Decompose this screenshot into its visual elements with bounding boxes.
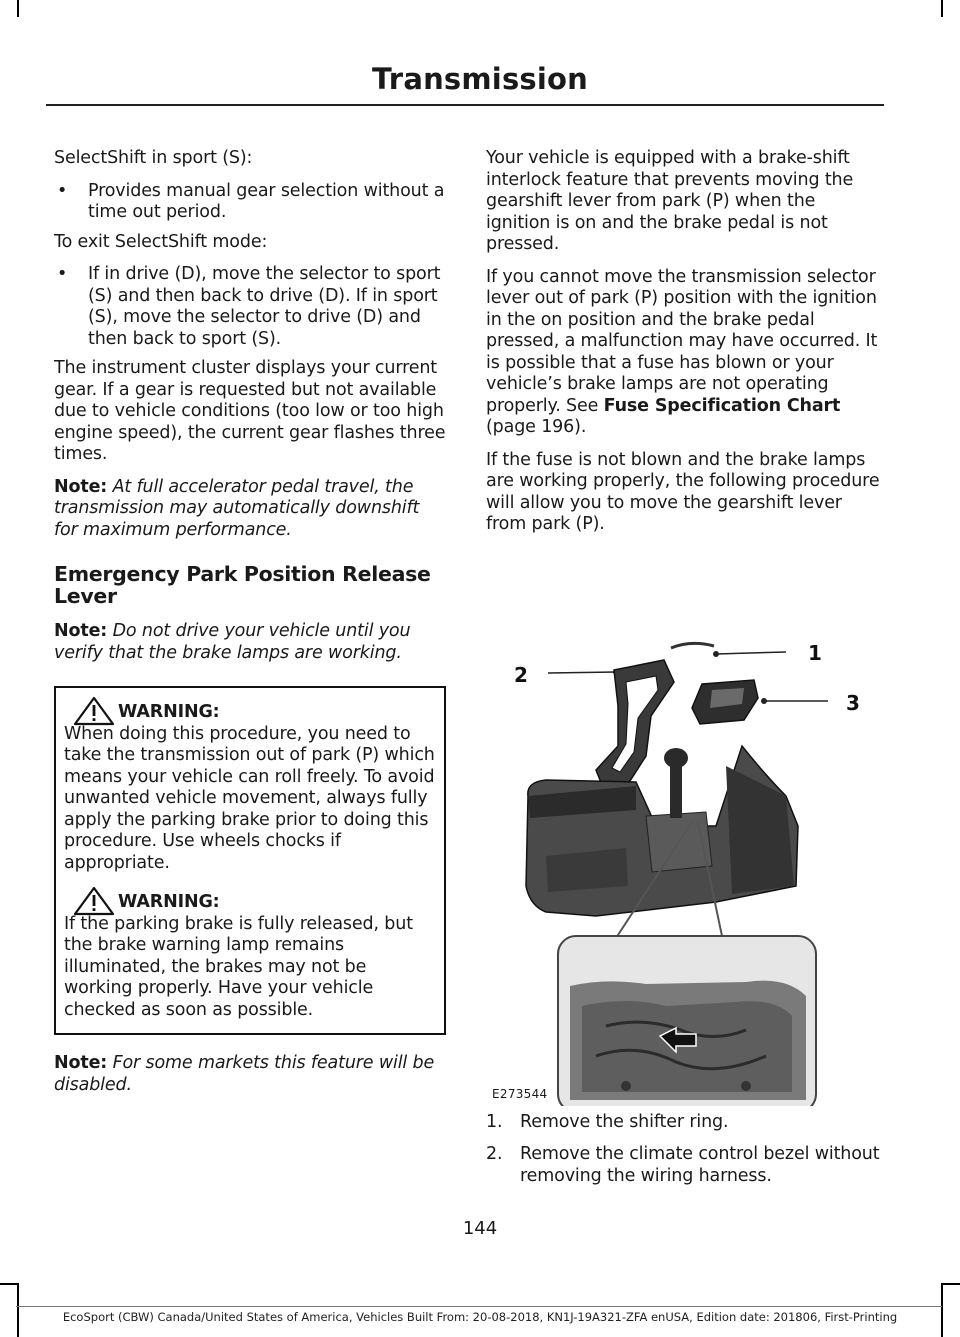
warning-label: WARNING: — [118, 702, 220, 722]
procedure-intro: If the fuse is not blown and the brake lamps are working properly, the following procedure will allow you to move the gearshift lever from park (P). — [486, 449, 880, 534]
page-reference: (page 196). — [486, 417, 587, 437]
bullet-item — [54, 264, 446, 350]
figure-code: E273544 — [492, 1087, 548, 1101]
crop-mark-top-left-v — [17, 0, 19, 17]
fuse-chart-link[interactable]: Fuse Specification Chart — [603, 395, 841, 416]
console-illustration — [486, 586, 880, 1106]
crop-mark-top-right-v — [941, 0, 943, 17]
procedure-step — [486, 1144, 880, 1187]
malfunction-text: If you cannot move the transmission selector lever out of park (P) position with the ignition in the on position and the brake pedal pressed, a malfunction may have occurred. It is possible that a fuse has blown or your vehicle’s brake lamps are not operating properly. See — [486, 266, 878, 416]
note-label: Note: — [54, 1053, 108, 1073]
note-downshift — [54, 477, 446, 542]
warning-triangle-icon — [72, 886, 116, 916]
section-heading: Emergency Park Position Release Lever — [54, 562, 431, 608]
note-label: Note: — [54, 621, 108, 641]
right-column — [486, 148, 880, 1198]
warning-text: When doing this procedure, you need to take the transmission out of park (P) which means your vehicle can roll freely. To avoid unwanted vehicle movement, always fully apply the parking brake prior to doing this procedure. Use wheels chocks if appropriate. — [64, 723, 435, 873]
footer-text: EcoSport (CBW) Canada/United States of America, Vehicles Built From: 20-08-2018, KN1J-19A321-ZFA enUSA, Edition date: 201806, First-Printing — [62, 1310, 898, 1324]
interlock-paragraph: Your vehicle is equipped with a brake-shift interlock feature that prevents moving the gearshift lever from park (P) when the ignition is on and the brake pedal is not pressed. — [486, 148, 854, 254]
bullet-item — [54, 181, 446, 224]
note-label: Note: — [54, 476, 108, 497]
note-text: At full accelerator pedal travel, the transmission may automatically downshift for maximum performance. — [54, 476, 420, 540]
console-diagram — [486, 586, 880, 1106]
title-rule — [46, 104, 884, 106]
warning-triangle-icon — [72, 696, 116, 726]
bullet-dot: • — [57, 180, 68, 201]
left-column — [54, 148, 446, 1107]
crop-mark-bottom-right-h — [943, 1283, 960, 1285]
warning-lead — [64, 892, 436, 914]
selectshift-sport-intro: SelectShift in sport (S): — [54, 148, 253, 168]
bullet-text: Provides manual gear selection without a time out period. — [88, 180, 445, 222]
warning-label: WARNING: — [118, 892, 220, 912]
warning-lead — [64, 702, 436, 724]
exit-intro: To exit SelectShift mode: — [54, 231, 268, 252]
cluster-paragraph: The instrument cluster displays your current gear. If a gear is requested but not available due to vehicle conditions (too low or too high engine speed), the current gear flashes three times. — [54, 358, 446, 464]
warning-item — [64, 892, 436, 1021]
bullet-dot: • — [57, 264, 68, 284]
warning-item — [64, 702, 436, 874]
callout-2: 2 — [514, 662, 528, 687]
crop-mark-bottom-left-h — [0, 1283, 17, 1285]
note-text: For some markets this feature will be disabled. — [54, 1053, 435, 1095]
malfunction-paragraph — [486, 267, 880, 439]
warning-box — [54, 686, 446, 1035]
callout-3: 3 — [846, 690, 860, 715]
step-number: 1. — [486, 1111, 503, 1132]
warning-text: If the parking brake is fully released, but the brake warning lamp remains illuminated, the brakes may not be working properly. Have your vehicle checked as soon as possible. — [64, 913, 413, 1020]
step-text: Remove the climate control bezel without removing the wiring harness. — [520, 1144, 880, 1186]
note-brake-lamps — [54, 621, 446, 664]
page-number: 144 — [462, 1218, 498, 1239]
page-title: Transmission — [372, 62, 588, 96]
procedure-step — [486, 1112, 880, 1134]
bullet-text: If in drive (D), move the selector to sport (S) and then back to drive (D). If in sport (S), move the selector to drive (D) and then back to sport (S). — [88, 264, 441, 349]
step-number: 2. — [486, 1144, 503, 1164]
note-text: Do not drive your vehicle until you verify that the brake lamps are working. — [54, 621, 411, 663]
note-markets — [54, 1053, 446, 1096]
callout-1: 1 — [808, 640, 822, 665]
footer-rule — [16, 1306, 942, 1307]
step-text: Remove the shifter ring. — [520, 1111, 729, 1132]
